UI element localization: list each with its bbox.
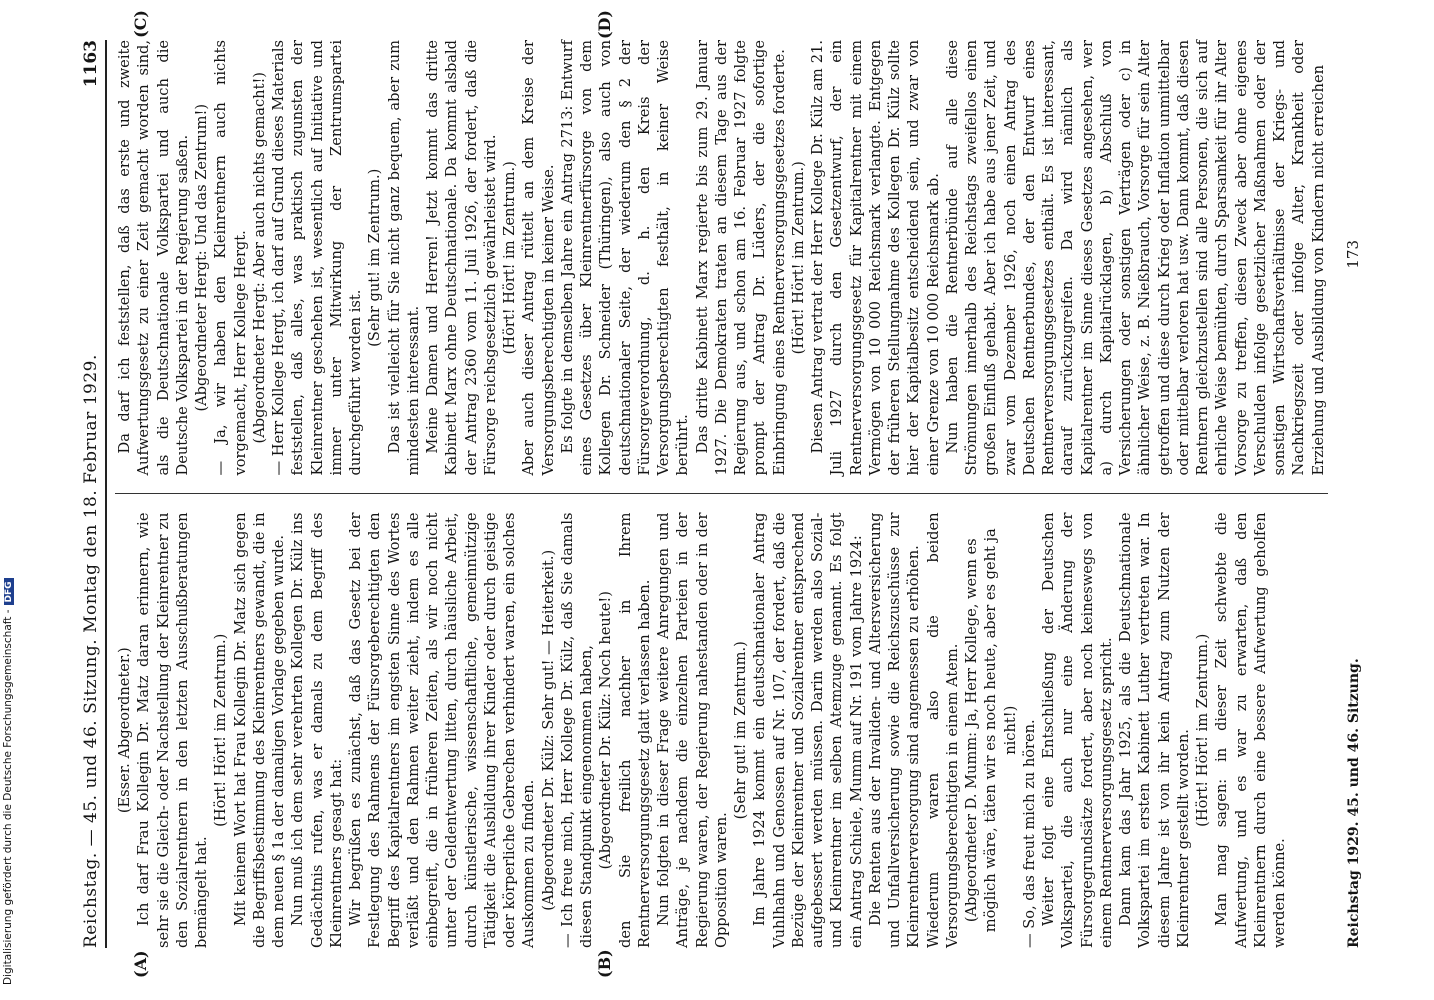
margin-marker-c: (C): [131, 10, 150, 38]
left-column: [115, 513, 1328, 949]
page-footer: [1344, 40, 1362, 948]
interjection: (Abgeordneter Dr. Külz: Noch heute!): [597, 591, 615, 870]
interjection: (Sehr gut! im Zentrum.): [732, 641, 749, 820]
interjection: (Hört! Hört! im Zentrum.): [501, 161, 518, 355]
page-header: [81, 40, 107, 948]
column-divider: [115, 494, 1328, 495]
paragraph: — Ja, wir haben den Kleinrentnern auch nichts vorgemacht, Herr Kollege Hergt.: [212, 40, 249, 476]
paragraph: Das ist vielleicht für Sie nicht ganz bequem, aber zum mindesten interessant.: [385, 40, 422, 476]
interjection: (Hört! Hört! im Zentrum.): [212, 633, 230, 827]
paragraph: Diesen Antrag vertrat der Herr Kollege Dr. Külz am 21. Juli 1927 durch den Gesetzentwurf, der ein Rentnerversorgungsgesetz für Kapitalrentner mit einem Vermögen von 10 000 Reichsmark verlangte. Entgegen der früheren Stellungnahme des Kollegen Dr. Külz sollte hier der Kapitalbesitz entscheidend sein, und zwar von einer Grenze von 10 000 Reichsmark ab.: [809, 40, 942, 476]
paragraph: — Herr Kollege Hergt, ich darf auf Grund dieses Materials feststellen, daß alles, was praktisch zugunsten der Kleinrentner geschehen ist, wesentlich auf Initiative und immer unter Mitwirkung der Zentrumspartei durchgeführt worden ist.: [270, 40, 364, 476]
running-title: Reichstag. — 45. und 46. Sitzung. Montag den 18. Februar 1929.: [81, 354, 101, 948]
margin-marker-b: (B): [595, 949, 614, 978]
paragraph: Nun muß ich dem sehr verehrten Kollegen Dr. Külz ins Gedächtnis rufen, was er damals zu dem Begriff des Kleinrentners gesagt hat:: [289, 512, 345, 948]
document-page: [67, 0, 1434, 1000]
paragraph: — Ich freue mich, Herr Kollege Dr. Külz, daß Sie damals diesen Standpunkt eingenommen haben,: [558, 512, 595, 948]
text-columns: [115, 10, 1328, 978]
dfg-logo: DFG: [4, 578, 14, 605]
paragraph: Es folgte in demselben Jahre ein Antrag 2713: Entwurf eines Gesetzes über Kleinrentnerfürsorge von dem Kollegen Dr. Schneider (Thüringen), also auch von deutschnationaler Seite, der wiederum den § 2 der Fürsorgeverordnung, d. h. den Kreis der Versorgungsberechtigten festhält, in keiner Weise berührt.: [558, 40, 692, 476]
paragraph: (Esser. Abgeordneter.): [116, 647, 133, 814]
paragraph: Aber auch dieser Antrag rüttelt an dem Kreise der Versorgungsberechtigten in keiner Weise.: [520, 40, 557, 476]
paragraph: Dann kam das Jahr 1925, als die Deutschnationale Volkspartei im ersten Kabinett Luther vertreten war. In diesem Jahre ist von ihr kein Antrag zum Nutzen der Kleinrentner gestellt worden.: [1117, 512, 1192, 948]
paragraph: Nun haben die Rentnerbünde auf alle diese Strömungen innerhalb des Reichstags zweifellos einen großen Einfluß gehabt. Aber ich habe aus jener Zeit, und zwar vom Dezember 1926, noch einen Antrag des Deutschen Rentnerbundes, der den Entwurf eines Rentnerversorgungsgesetzes enthält. Es ist interessant, darauf zurückzugreifen. Da wird nämlich als Kapitalrentner im Sinne dieses Gesetzes angesehen, wer a) durch Kapitalrücklagen, b) Abschluß von Versicherungen oder sonstigen Verträgen oder c) in ähnlicher Weise, z. B. Nießbrauch, Vorsorge für sein Alter getroffen und diese durch Krieg oder Inflation unmittelbar oder mittelbar verloren hat usw. Dann kommt, daß diesen Rentnern gleichzustellen sind alle Personen, die sich auf ehrliche Weise bemühten, durch Sparsamkeit für ihr Alter Vorsorge zu treffen, diesen Zweck aber ohne eigenes Verschulden infolge gesetzlicher Maßnahmen oder der sonstigen Wirtschaftsverhältnisse der Kriegs- und Nachkriegszeit oder infolge Alter, Krankheit oder Erziehung und Ausbildung von Kindern nicht erreichen: [943, 40, 1327, 476]
interjection: (Hört! Hört! im Zentrum.): [1194, 633, 1211, 827]
paragraph: Mit keinem Wort hat Frau Kollegin Dr. Matz sich gegen die Begriffsbestimmung des Kleinrentners gewandt, die in dem neuen § 1a der damaligen Vorlage gegeben wurde.: [231, 512, 287, 948]
paragraph: — So, das freut mich zu hören.: [1020, 719, 1038, 948]
margin-marker-d: (D): [595, 10, 614, 40]
paragraph: Man mag sagen: in dieser Zeit schwebte die Aufwertung, und es war zu erwarten, daß den Kleinrentnern durch eine bessere Aufwertung geholfen werden könne.: [1213, 512, 1288, 948]
sheet-number: 173: [1343, 240, 1362, 269]
paragraph: Wiederum waren also die beiden Versorgungsberechtigten in einem Atem.: [924, 512, 961, 948]
sheet-signature: Reichstag 1929. 45. und 46. Sitzung.: [1345, 658, 1362, 948]
paragraph: den Sie freilich nachher in Ihrem Rentnerversorgungsgesetz glatt verlassen haben.: [616, 512, 653, 948]
interjection: (Hört! Hört! im Zentrum.): [789, 161, 807, 355]
interjection: (Abgeordneter D. Mumm: Ja, Herr Kollege, wenn es möglich wäre, täten wir es noch heute, aber es geht ja nicht!): [963, 528, 1019, 933]
paragraph: Da darf ich feststellen, daß das erste und zweite Aufwertungsgesetz zu einer Zeit gemacht worden sind, als die Deutschnationale Volkspartei und auch die Deutsche Volkspartei in der Regierung saßen.: [116, 40, 191, 476]
quotation: Wir begrüßen es zunächst, daß das Gesetz bei der Festlegung des Rahmens der Fürsorgeberechtigten den Begriff des Kapitalrentners im engsten Sinne des Wortes verläßt und den Rahmen weiter zieht, indem es alle einbegreift, die in früheren Zeiten, als wir noch nicht unter der Geldentwertung litten, durch häusliche Arbeit, durch künstlerische, wissenschaftliche, gemeinnützige Tätigkeit die Ausbildung ihrer Kinder oder durch geistige oder körperliche Gebrechen verhindert waren, ein solches Auskommen zu finden.: [347, 512, 538, 948]
interjection: (Abgeordneter Hergt: Und das Zentrum!): [193, 103, 210, 412]
interjection: (Sehr gut! im Zentrum.): [366, 168, 384, 347]
paragraph: Nun folgten in dieser Frage weitere Anregungen und Anträge, je nachdem die einzelnen Parteien in der Regierung waren, der Regierung nahestanden oder in der Opposition waren.: [655, 512, 730, 948]
paragraph: Ich darf Frau Kollegin Dr. Matz daran erinnern, wie sehr sie die Gleich- oder Nachstellung der Kleinrentner zu den Sozialrentnern in den letzten Ausschußberatungen bemängelt hat.: [135, 512, 210, 948]
quotation: Die Renten aus der Invaliden- und Altersversicherung und Unfallversicherung sowie die Reichszuschüsse zur Kleinrentnerversorgung sind angemessen zu erhöhen.: [866, 512, 923, 948]
interjection: (Abgeordneter Dr. Külz: Sehr gut! — Heiterkeit.): [539, 549, 557, 911]
digitization-notice: [2, 578, 14, 985]
digitization-sidebar: [0, 0, 14, 1000]
paragraph: Meine Damen und Herren! Jetzt kommt das dritte Kabinett Marx ohne Deutschnationale. Da kommt alsbald der Antrag 2360 vom 11. Juli 1926, der fordert, daß die Fürsorge reichsgesetzlich gewährleistet wird.: [424, 40, 499, 476]
paragraph: Im Jahre 1924 kommt ein deutschnationaler Antrag Vuhlhahn und Genossen auf Nr. 107, der fordert, daß die Bezüge der Kleinrentner und Sozialrentner entsprechend aufgebessert werden müssen. Darin werden also Sozial- und Kleinrentner im selben Atemzuge genannt. Es folgt ein Antrag Schiele, Mumm auf Nr. 191 vom Jahre 1924:: [751, 512, 865, 948]
margin-marker-a: (A): [131, 950, 150, 978]
paragraph: Weiter folgt eine Entschließung der Deutschen Volkspartei, die auch nur eine Änderung der Fürsorgegrundsätze fordert, aber noch keineswegs von einem Rentnerversorgungsgesetz spricht.: [1040, 512, 1115, 948]
right-column: [115, 40, 1328, 476]
page-number: 1163: [81, 40, 101, 88]
interjection: (Abgeordneter Hergt: Aber auch nichts gemacht!): [250, 72, 268, 444]
funding-notice: Digitalisierung gefördert durch die Deutsche Forschungsgemeinschaft -: [2, 609, 14, 985]
paragraph: Das dritte Kabinett Marx regierte bis zum 29. Januar 1927. Die Demokraten traten an diesem Tage aus der Regierung aus, und schon am 16. Februar 1927 folgte prompt der Antrag Dr. Lüders, der die sofortige Einbringung eines Rentnerversorgungsgesetzes forderte.: [693, 40, 788, 476]
